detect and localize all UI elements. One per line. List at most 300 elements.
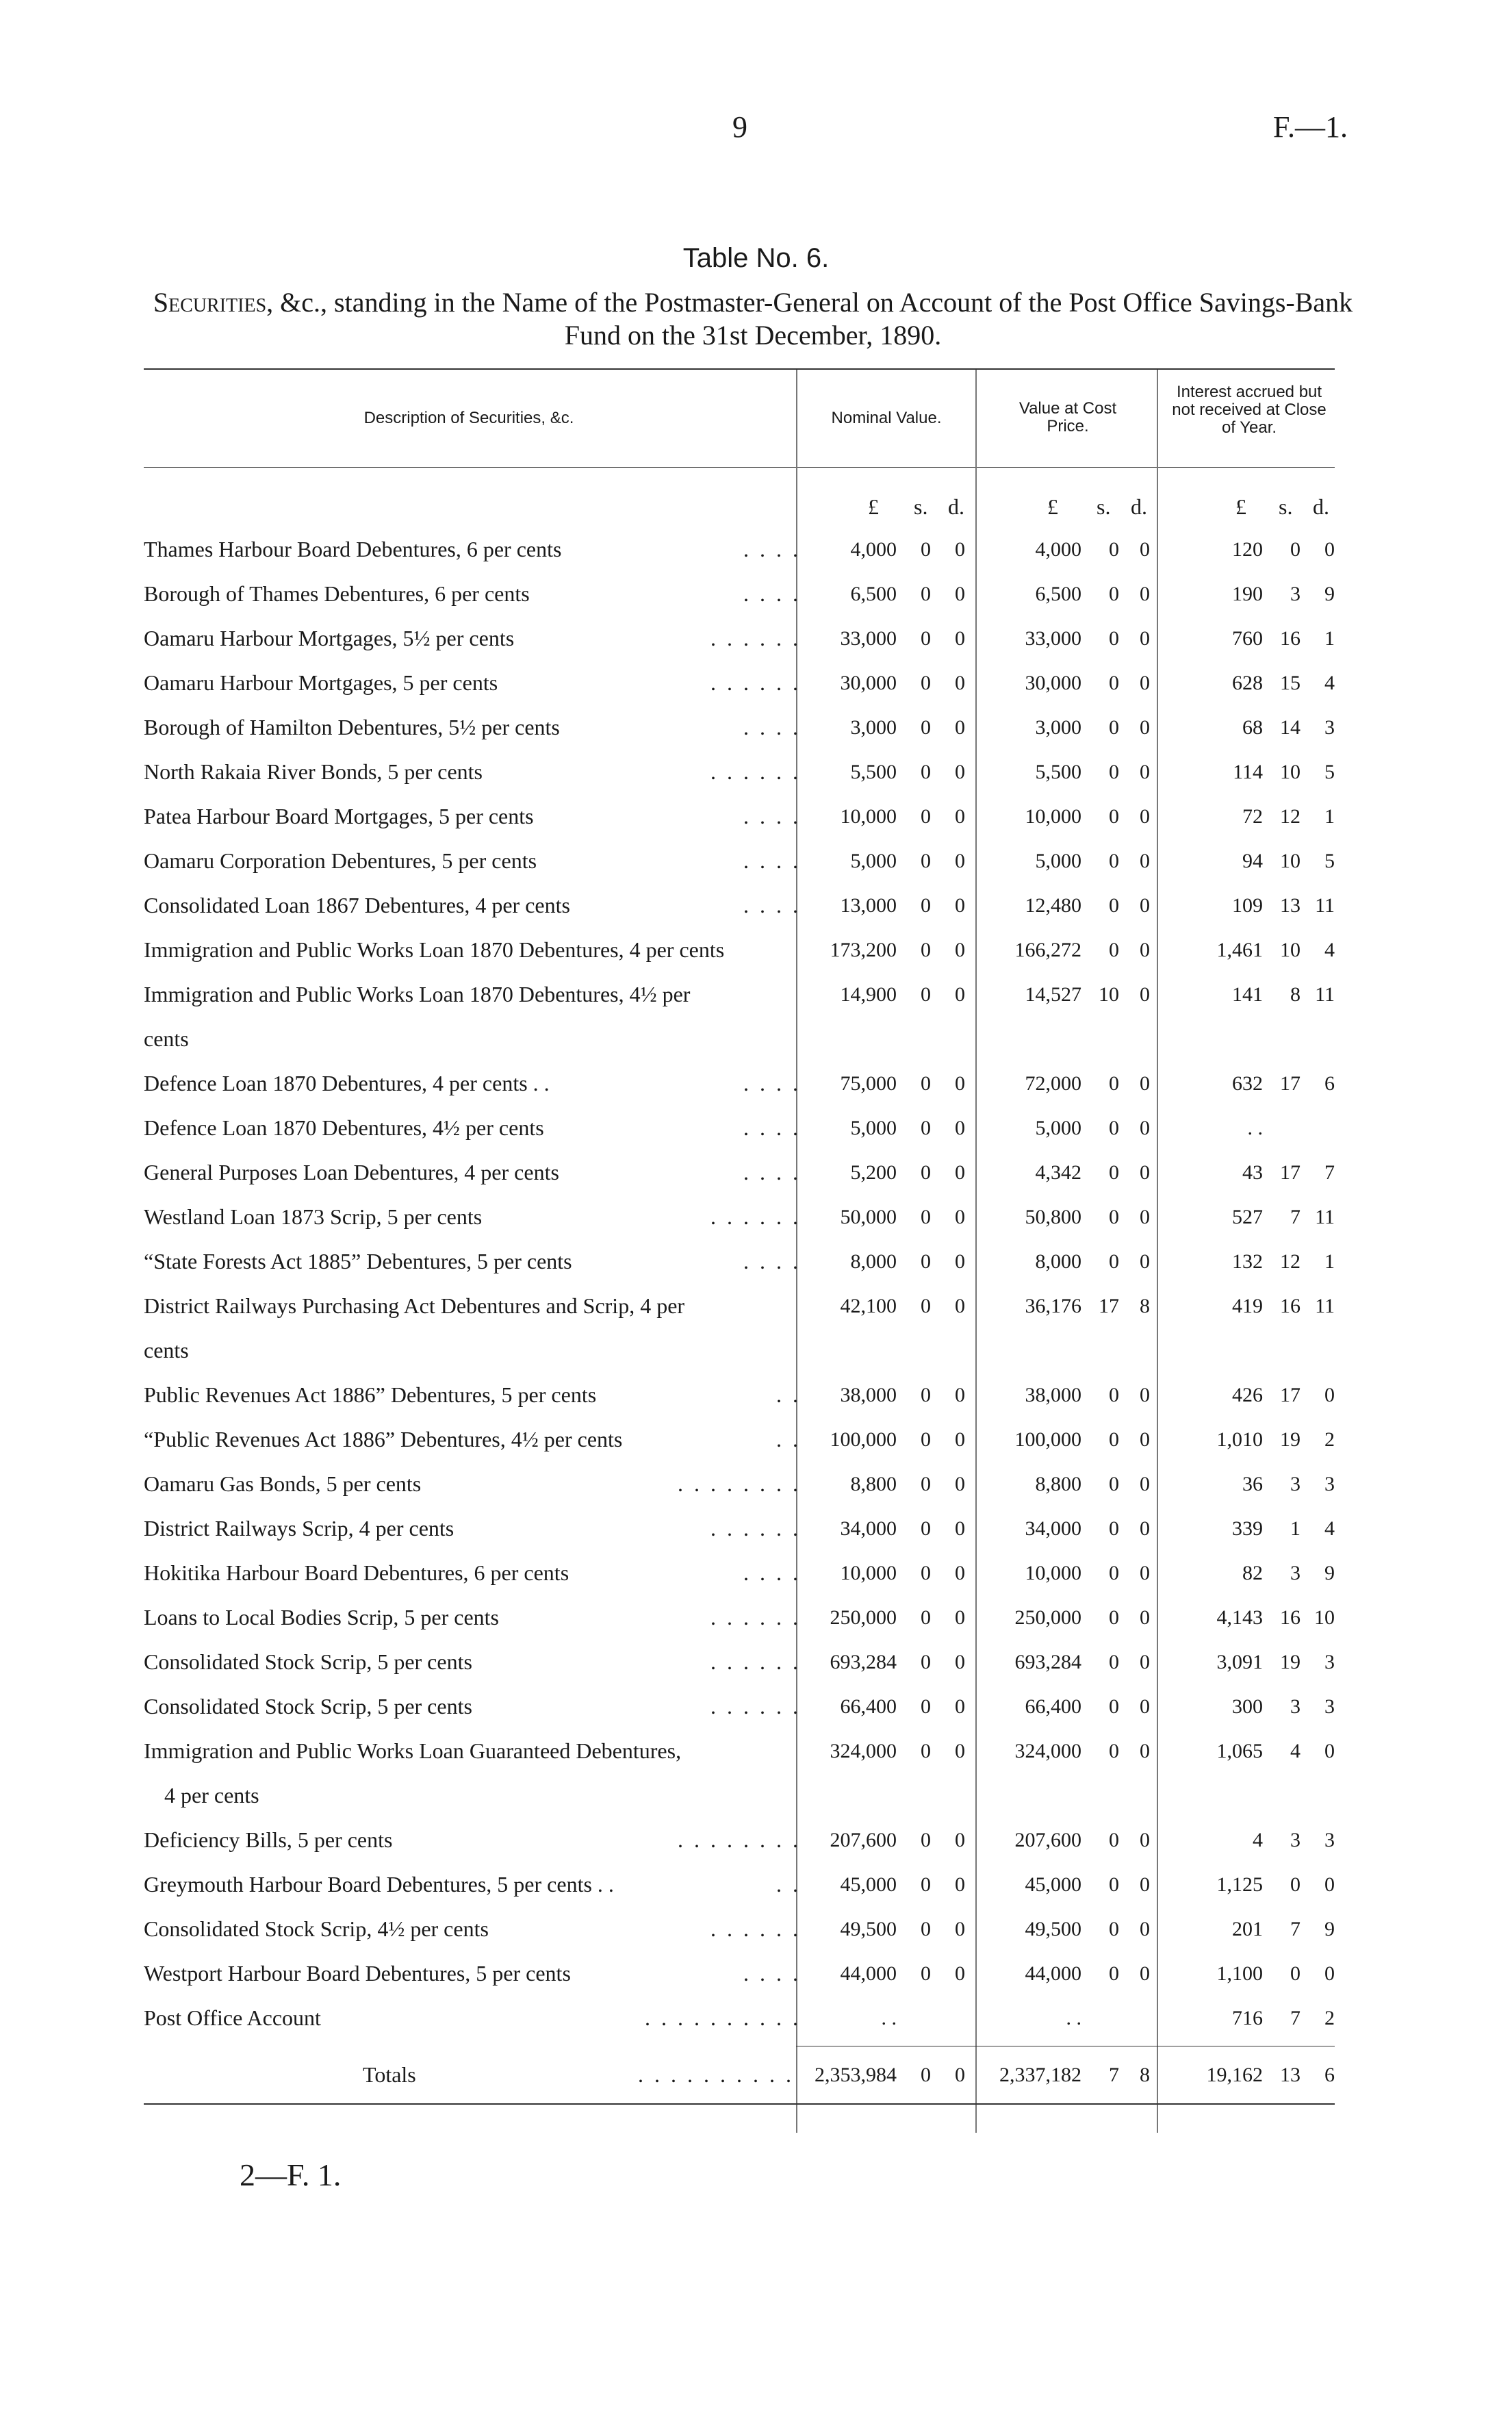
interest-pence: 11 [1315,983,1335,1006]
interest-pence: 6 [1324,1072,1335,1095]
interest-pounds: 132 [1232,1250,1263,1273]
leader-dots: . . . . . . . . [678,1827,801,1852]
nominal-shillings: 0 [921,672,931,694]
nominal-shillings: 0 [921,1072,931,1095]
nominal-pounds: 4,000 [850,538,897,561]
totals-interest-pence: 6 [1324,2064,1335,2086]
totals-cost-pence: 8 [1140,2064,1150,2086]
cost-pence: 0 [1140,627,1150,650]
unit-pound-cost: £ [1047,494,1058,519]
table-row [0,840,1512,884]
cost-pence: 0 [1140,805,1150,828]
row-description [144,1071,801,1096]
nominal-pounds: 10,000 [840,1562,897,1584]
nominal-shillings: 0 [921,1829,931,1851]
table-row [0,1552,1512,1596]
row-description [144,1115,801,1141]
nominal-pence: 0 [955,1695,965,1718]
page-ref: F.—1. [1273,110,1348,144]
cost-pence: 0 [1140,1473,1150,1495]
row-description-continuation: 4 per cents [164,1783,259,1808]
table-row [0,529,1512,572]
interest-shillings: 7 [1290,1206,1300,1228]
leader-dots: . . . . [743,1160,801,1184]
row-description-text: Defence Loan 1870 Debentures, 4 per cents . . [144,1071,550,1095]
nominal-shillings: 0 [921,939,931,961]
cost-shillings: 0 [1109,1473,1119,1495]
table-row [0,707,1512,750]
row-description-continuation: cents [144,1026,189,1051]
nominal-shillings: 0 [921,1740,931,1762]
caption-smallcaps: Securities [153,287,267,318]
interest-shillings: 19 [1280,1428,1300,1451]
nominal-pounds: 30,000 [840,672,897,694]
table-row [0,1953,1512,1996]
cost-pounds: 5,000 [1035,850,1081,872]
interest-shillings: 12 [1280,1250,1300,1273]
nominal-pounds: 44,000 [840,1962,897,1985]
row-description-text: Hokitika Harbour Board Debentures, 6 per cents [144,1560,569,1585]
cost-shillings: 0 [1109,1740,1119,1762]
interest-pounds: 120 [1232,538,1263,561]
leader-dots: . . . . . . [710,1694,801,1719]
cost-shillings: 0 [1109,583,1119,605]
cost-shillings: 10 [1099,983,1119,1006]
nominal-pounds: . . [881,2007,897,2029]
cost-pounds: 166,272 [1014,939,1081,961]
nominal-shillings: 0 [921,1473,931,1495]
table-row [0,885,1512,928]
table-row [0,1730,1512,1774]
cost-pence: 0 [1140,1072,1150,1095]
interest-pounds: 4 [1253,1829,1263,1851]
leader-dots: . . . . [743,1961,801,1986]
nominal-pounds: 324,000 [830,1740,897,1762]
nominal-pounds: 34,000 [840,1517,897,1540]
nominal-pounds: 207,600 [830,1829,897,1851]
row-description [144,937,801,963]
table-row [0,1597,1512,1640]
interest-pence: 0 [1324,1384,1335,1406]
row-description-text: Immigration and Public Works Loan Guaranteed Debentures, [144,1738,682,1763]
leader-dots: . . . . [743,893,801,917]
cost-pence: 0 [1140,1428,1150,1451]
row-description-text: Defence Loan 1870 Debentures, 4½ per cents [144,1115,544,1140]
totals-bottom-rule [144,2103,1335,2105]
interest-shillings: 13 [1280,894,1300,917]
nominal-shillings: 0 [921,894,931,917]
cost-pence: 0 [1140,850,1150,872]
nominal-pounds: 100,000 [830,1428,897,1451]
column-header-interest: Interest accrued but not received at Close of Year. [1172,383,1327,437]
interest-shillings: 15 [1280,672,1300,694]
row-description [144,1694,801,1719]
nominal-pence: 0 [955,583,965,605]
interest-pence: 1 [1324,805,1335,828]
cost-shillings: 0 [1109,1829,1119,1851]
table-row-continuation [0,1775,1512,1818]
table-row [0,1419,1512,1462]
nominal-pence: 0 [955,1962,965,1985]
interest-pence: 0 [1324,1962,1335,1985]
row-description-text: Post Office Account [144,2005,321,2030]
nominal-pence: 0 [955,1072,965,1095]
interest-shillings: 7 [1290,2007,1300,2029]
totals-cost-pounds: 2,337,182 [999,2064,1081,2086]
cost-shillings: 0 [1109,1250,1119,1273]
row-description [144,1471,801,1497]
interest-pounds: 527 [1232,1206,1263,1228]
cost-pounds: 14,527 [1025,983,1081,1006]
cost-pounds: 8,800 [1035,1473,1081,1495]
interest-pounds: 339 [1232,1517,1263,1540]
cost-pounds: 38,000 [1025,1384,1081,1406]
cost-pounds: 693,284 [1014,1651,1081,1673]
nominal-pounds: 5,000 [850,850,897,872]
leader-dots: . . . . [743,537,801,561]
totals-row: Totals . . . . . . . . . . 2,353,984 0 0 2,337,182 7 8 19,162 13 6 [363,2062,1335,2087]
nominal-pence: 0 [955,1250,965,1273]
interest-pence: 3 [1324,1829,1335,1851]
nominal-shillings: 0 [921,1651,931,1673]
cost-pounds: 44,000 [1025,1962,1081,1985]
nominal-pounds: 42,100 [840,1295,897,1317]
nominal-pounds: 3,000 [850,716,897,739]
row-description [144,1916,801,1942]
row-description [144,1649,801,1675]
interest-shillings: 3 [1290,1473,1300,1495]
interest-pounds: 4,143 [1216,1606,1263,1629]
cost-pence: 0 [1140,1117,1150,1139]
cost-pounds: 12,480 [1025,894,1081,917]
interest-shillings: 10 [1280,939,1300,961]
unit-pound-interest: £ [1235,494,1246,519]
table-row [0,1152,1512,1195]
cost-pounds: 72,000 [1025,1072,1081,1095]
cost-shillings: 0 [1109,1206,1119,1228]
interest-pence: 11 [1315,894,1335,917]
nominal-pence: 0 [955,1562,965,1584]
nominal-pounds: 6,500 [850,583,897,605]
interest-pence: 4 [1324,672,1335,694]
nominal-shillings: 0 [921,1962,931,1985]
cost-pounds: 100,000 [1014,1428,1081,1451]
column-header-description: Description of Securities, &c. [363,409,574,427]
cost-shillings: 0 [1109,1384,1119,1406]
nominal-pounds: 5,500 [850,761,897,783]
nominal-shillings: 0 [921,1250,931,1273]
cost-pounds: 50,800 [1025,1206,1081,1228]
row-description [144,715,801,740]
interest-pounds: 1,065 [1216,1740,1263,1762]
row-description-text: Deficiency Bills, 5 per cents [144,1827,393,1852]
interest-pence: 3 [1324,716,1335,739]
interest-shillings: 7 [1290,1918,1300,1940]
interest-pence: 9 [1324,1918,1335,1940]
cost-pounds: 33,000 [1025,627,1081,650]
cost-pounds: 5,000 [1035,1117,1081,1139]
row-description [144,626,801,651]
cost-pence: 0 [1140,1384,1150,1406]
leader-dots: . . . . . . [710,1204,801,1229]
unit-d-interest: d. [1313,494,1329,519]
unit-s-nominal: s. [914,494,928,519]
row-description-text: Oamaru Corporation Debentures, 5 per cents [144,848,537,873]
cost-pence: 0 [1140,1562,1150,1584]
cost-pence: 0 [1140,1873,1150,1896]
cost-pence: 0 [1140,1161,1150,1184]
table-row [0,618,1512,661]
interest-shillings: 19 [1280,1651,1300,1673]
nominal-shillings: 0 [921,1295,931,1317]
cost-shillings: 0 [1109,1072,1119,1095]
cost-pounds: 66,400 [1025,1695,1081,1718]
cost-pence: 0 [1140,1250,1150,1273]
cost-pence: 0 [1140,1651,1150,1673]
column-header-cost: Value at Cost Price. [1018,399,1117,435]
nominal-shillings: 0 [921,761,931,783]
row-description-text: Westport Harbour Board Debentures, 5 per cents [144,1961,571,1986]
totals-interest-pounds: 19,162 [1206,2064,1263,2086]
table-row [0,1196,1512,1240]
cost-pounds: 250,000 [1014,1606,1081,1629]
nominal-pence: 0 [955,1117,965,1139]
cost-shillings: 0 [1109,1918,1119,1940]
cost-pounds: 3,000 [1035,716,1081,739]
nominal-pounds: 250,000 [830,1606,897,1629]
nominal-pence: 0 [955,1651,965,1673]
table-row [0,1686,1512,1729]
nominal-pence: 0 [955,805,965,828]
nominal-shillings: 0 [921,1873,931,1896]
nominal-shillings: 0 [921,1695,931,1718]
leader-dots: . . . . . . [710,1916,801,1941]
nominal-pounds: 38,000 [840,1384,897,1406]
totals-label: Totals [363,2062,416,2087]
table-row [0,751,1512,795]
nominal-pounds: 49,500 [840,1918,897,1940]
nominal-pounds: 8,800 [850,1473,897,1495]
cost-shillings: 0 [1109,761,1119,783]
cost-pounds: 34,000 [1025,1517,1081,1540]
cost-shillings: 0 [1109,894,1119,917]
nominal-pence: 0 [955,538,965,561]
nominal-shillings: 0 [921,1117,931,1139]
table-row-continuation [0,1018,1512,1062]
table-row [0,974,1512,1017]
nominal-shillings: 0 [921,850,931,872]
row-description [144,804,801,829]
totals-nominal-shillings: 0 [921,2064,931,2086]
interest-shillings: 0 [1290,1873,1300,1896]
interest-pence: 4 [1324,939,1335,961]
table-row-continuation [0,1330,1512,1373]
interest-pounds: 94 [1242,850,1263,872]
interest-shillings: 16 [1280,1295,1300,1317]
interest-pence: 0 [1324,1740,1335,1762]
cost-shillings: 0 [1109,1962,1119,1985]
interest-pence: 10 [1314,1606,1335,1629]
leader-dots: . . . . [743,581,801,606]
table-row [0,1107,1512,1151]
interest-pounds: 628 [1232,672,1263,694]
nominal-pounds: 693,284 [830,1651,897,1673]
cost-pence: 0 [1140,1206,1150,1228]
row-description [144,537,801,562]
leader-dots: . . . . [743,804,801,828]
interest-shillings: 3 [1290,1562,1300,1584]
nominal-pence: 0 [955,672,965,694]
cost-pounds: 30,000 [1025,672,1081,694]
interest-pounds: 426 [1232,1384,1263,1406]
totals-cost-shillings: 7 [1109,2064,1119,2086]
nominal-pence: 0 [955,1829,965,1851]
row-description-text: General Purposes Loan Debentures, 4 per cents [144,1160,559,1184]
nominal-shillings: 0 [921,538,931,561]
leader-dots: . . . . [743,1560,801,1585]
row-description-text: Immigration and Public Works Loan 1870 Debentures, 4 per cents [144,937,725,962]
nominal-shillings: 0 [921,1428,931,1451]
leader-dots: . . . . . . . . [678,1471,801,1496]
table-row [0,1463,1512,1507]
interest-pence: 3 [1324,1473,1335,1495]
interest-pounds: 72 [1242,805,1263,828]
cost-shillings: 0 [1109,1873,1119,1896]
nominal-pounds: 14,900 [840,983,897,1006]
row-description [144,1516,801,1541]
nominal-pence: 0 [955,1161,965,1184]
interest-pence: 9 [1324,1562,1335,1584]
row-description-text: Immigration and Public Works Loan 1870 Debentures, 4½ per [144,982,691,1006]
cost-pounds: 10,000 [1025,805,1081,828]
totals-nominal-pounds: 2,353,984 [815,2064,897,2086]
interest-shillings: 3 [1290,1695,1300,1718]
interest-pence: 7 [1324,1161,1335,1184]
interest-shillings: 10 [1280,761,1300,783]
interest-pence: 2 [1324,2007,1335,2029]
row-description [144,1249,801,1274]
leader-dots: . . . . . . . . . . [645,2005,801,2030]
row-description-text: Thames Harbour Board Debentures, 6 per cents [144,537,562,561]
row-description-text: North Rakaia River Bonds, 5 per cents [144,759,483,784]
cost-pence: 0 [1140,672,1150,694]
unit-s-cost: s. [1097,494,1111,519]
row-description-text: District Railways Purchasing Act Debentures and Scrip, 4 per [144,1293,685,1318]
row-description [144,1560,801,1586]
interest-pence: 3 [1324,1651,1335,1673]
nominal-pence: 0 [955,1384,965,1406]
interest-shillings: 10 [1280,850,1300,872]
nominal-pounds: 50,000 [840,1206,897,1228]
nominal-pence: 0 [955,716,965,739]
leader-dots: . . [776,1382,801,1407]
interest-shillings: 3 [1290,1829,1300,1851]
table-row [0,796,1512,839]
row-description [144,893,801,918]
cost-shillings: 0 [1109,716,1119,739]
cost-pence: 0 [1140,939,1150,961]
cost-pounds: 45,000 [1025,1873,1081,1896]
cost-pounds: 49,500 [1025,1918,1081,1940]
cost-pounds: 10,000 [1025,1562,1081,1584]
nominal-pence: 0 [955,1918,965,1940]
cost-pounds: 324,000 [1014,1740,1081,1762]
cost-shillings: 0 [1109,627,1119,650]
nominal-pounds: 33,000 [840,627,897,650]
interest-pence: 3 [1324,1695,1335,1718]
header-top-rule [144,368,1335,370]
interest-pounds: 114 [1233,761,1263,783]
caption-text: , &c., standing in the Name of the Postmaster-General on Account of the Post Office Savings-Bank Fund on the 31st December, 1890. [266,287,1353,351]
interest-pounds: 43 [1242,1161,1263,1184]
interest-pounds: 190 [1232,583,1263,605]
interest-pence: 1 [1324,1250,1335,1273]
row-description-text: District Railways Scrip, 4 per cents [144,1516,454,1541]
cost-pounds: 4,000 [1035,538,1081,561]
cost-shillings: 0 [1109,1517,1119,1540]
cost-pounds: 4,342 [1035,1161,1081,1184]
header-bottom-rule [144,467,1335,468]
row-description [144,1293,801,1319]
interest-pounds: 1,100 [1216,1962,1263,1985]
nominal-pounds: 13,000 [840,894,897,917]
cost-pence: 0 [1140,1962,1150,1985]
nominal-pence: 0 [955,1740,965,1762]
cost-shillings: 0 [1109,1117,1119,1139]
leader-dots: . . . . [743,848,801,873]
interest-pence: 9 [1324,583,1335,605]
leader-dots: . . . . [743,1249,801,1273]
nominal-pence: 0 [955,939,965,961]
nominal-pounds: 5,000 [850,1117,897,1139]
row-description-text: Westland Loan 1873 Scrip, 5 per cents [144,1204,483,1229]
row-description [144,1427,801,1452]
row-description-text: Loans to Local Bodies Scrip, 5 per cents [144,1605,499,1630]
interest-pounds: 109 [1232,894,1263,917]
cost-shillings: 0 [1109,1562,1119,1584]
leader-dots: . . . . [743,1071,801,1095]
table-row [0,1908,1512,1952]
row-description-text: Borough of Thames Debentures, 6 per cents [144,581,530,606]
row-description-text: Public Revenues Act 1886” Debentures, 5 per cents [144,1382,597,1407]
column-header-nominal: Nominal Value. [831,409,942,427]
totals-interest-shillings: 13 [1280,2064,1300,2086]
nominal-shillings: 0 [921,1206,931,1228]
interest-pence: 2 [1324,1428,1335,1451]
row-description [144,1827,801,1853]
row-description [144,1738,801,1764]
cost-shillings: 0 [1109,850,1119,872]
table-row [0,1819,1512,1863]
table-row [0,1997,1512,2041]
table-row [0,573,1512,617]
unit-pound-nominal: £ [868,494,879,519]
cost-pence: 0 [1140,1829,1150,1851]
row-description-text: Oamaru Harbour Mortgages, 5 per cents [144,670,498,695]
cost-shillings: 0 [1109,1651,1119,1673]
cost-pence: 0 [1140,761,1150,783]
table-row [0,1285,1512,1329]
row-description-text: Oamaru Gas Bonds, 5 per cents [144,1471,422,1496]
row-description [144,1160,801,1185]
interest-pounds: . . [1247,1117,1263,1139]
interest-pounds: 1,125 [1216,1873,1263,1896]
interest-shillings: 17 [1280,1072,1300,1095]
interest-pounds: 419 [1232,1295,1263,1317]
table-row [0,1641,1512,1685]
interest-pence: 5 [1324,850,1335,872]
interest-pounds: 82 [1242,1562,1263,1584]
